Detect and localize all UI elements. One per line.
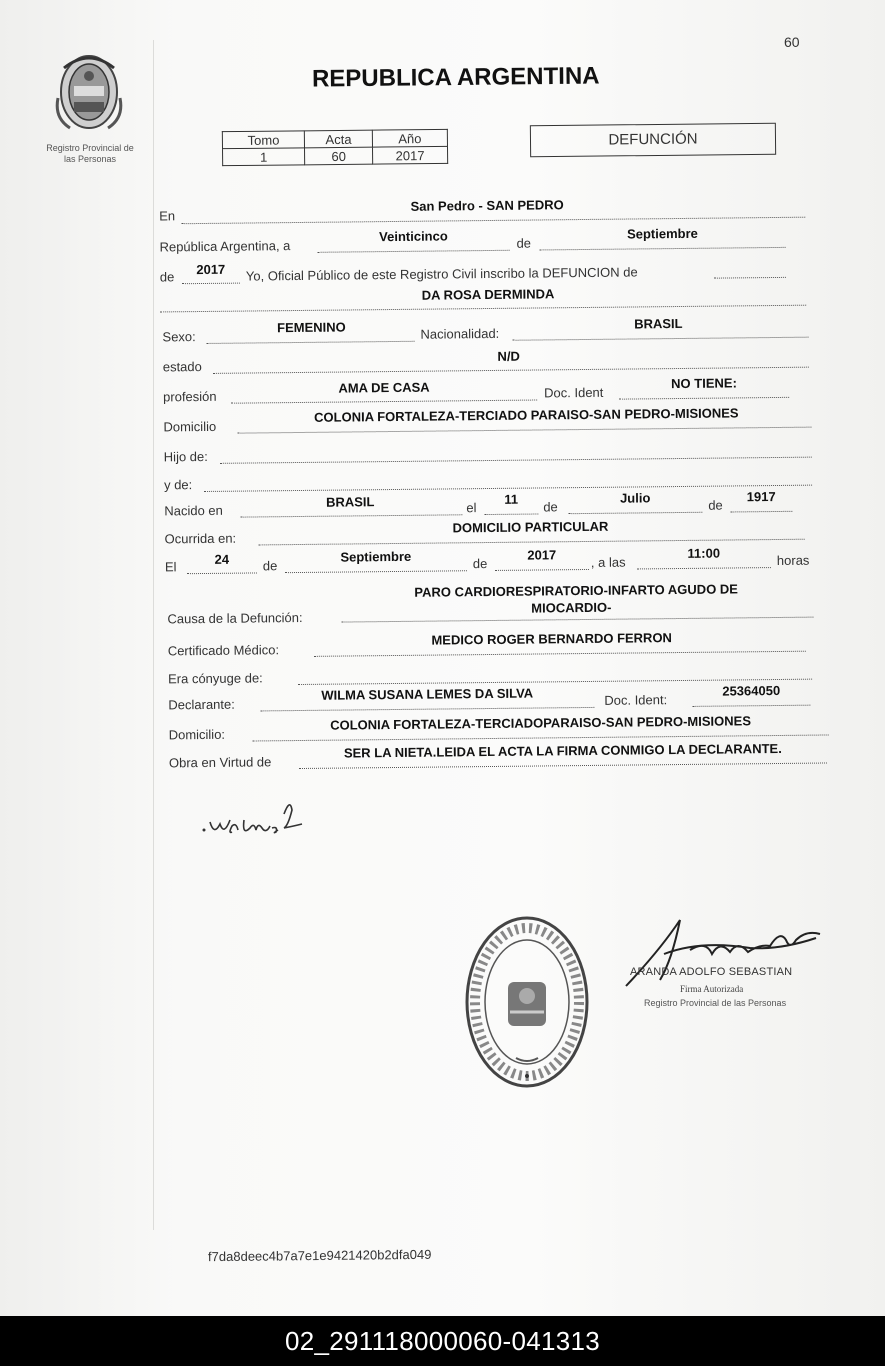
label-en: En: [159, 208, 176, 224]
field-line-cause: [341, 617, 813, 623]
value-death-month: Septiembre: [340, 548, 412, 565]
footer-bar: [0, 1316, 885, 1366]
value-deceased-name: DA ROSA DERMINDA: [421, 286, 555, 303]
value-declarant-address: COLONIA FORTALEZA-TERCIADOPARAISO-SAN PEDRO-MISIONES: [330, 713, 752, 733]
label-horas: horas: [776, 552, 810, 569]
value-place: San Pedro - SAN PEDRO: [410, 197, 564, 214]
label-intro: Yo, Oficial Público de este Registro Civil inscribo la DEFUNCION de: [245, 264, 638, 284]
field-line-year: [182, 283, 240, 285]
table-header-tomo: Tomo: [222, 131, 304, 149]
field-line-intro-end: [714, 277, 786, 279]
official-name: ARANDA ADOLFO SEBASTIAN: [630, 966, 793, 978]
table-header-ano: Año: [372, 129, 447, 147]
field-line-birth-month: [568, 512, 702, 514]
label-a-las: , a las: [590, 554, 626, 570]
field-line-id-doc: [619, 397, 789, 400]
label-obra: Obra en Virtud de: [168, 754, 272, 771]
field-line-declarant: [260, 707, 594, 711]
registry-caption-line1: Registro Provincial de: [46, 143, 134, 153]
label-estado: estado: [162, 359, 202, 375]
official-office: Registro Provincial de las Personas: [644, 998, 787, 1008]
value-year: 2017: [196, 261, 226, 278]
field-line-profession: [231, 400, 537, 404]
field-line-deceased-name: [160, 305, 806, 313]
label-de-death-1: de: [262, 558, 278, 574]
label-domicilio: Domicilio: [163, 418, 217, 435]
record-type-box: DEFUNCIÓN: [530, 123, 776, 158]
label-conyuge: Era cónyuge de:: [167, 670, 263, 687]
label-doc-ident: Doc. Ident: [544, 384, 604, 401]
field-line-death-month: [285, 570, 467, 573]
declarant-signature-icon: [198, 796, 308, 842]
label-de-birth-1: de: [543, 499, 558, 515]
label-el-cap: El: [164, 559, 177, 575]
value-cause-line2: MIOCARDIO-: [531, 599, 612, 616]
label-certificado: Certificado Médico:: [167, 642, 280, 659]
value-id-doc: NO TIENE:: [671, 375, 737, 392]
label-republica: República Argentina, a: [159, 238, 291, 255]
field-line-declarant-id: [692, 705, 810, 707]
field-line-death-time: [637, 567, 771, 569]
field-line-birth-place: [240, 514, 462, 517]
label-hijo-de: Hijo de:: [163, 448, 208, 465]
label-profesion: profesión: [163, 388, 217, 405]
value-by-virtue: SER LA NIETA.LEIDA EL ACTA LA FIRMA CONMIGO LA DECLARANTE.: [343, 740, 782, 761]
value-cause-line1: PARO CARDIORESPIRATORIO-INFARTO AGUDO DE: [414, 581, 739, 600]
field-line-death-year: [495, 569, 589, 571]
label-causa: Causa de la Defunción:: [167, 609, 303, 627]
label-nacionalidad: Nacionalidad:: [420, 325, 500, 342]
value-birth-place: BRASIL: [325, 494, 375, 510]
field-line-death-day: [187, 572, 257, 574]
label-de-1: de: [516, 235, 532, 251]
table-value-ano: 2017: [372, 146, 447, 164]
label-el: el: [466, 500, 477, 516]
label-de-death-2: de: [472, 556, 488, 572]
label-ocurrida-en: Ocurrida en:: [164, 530, 237, 547]
page-title: REPUBLICA ARGENTINA: [311, 62, 600, 93]
field-line-place: [181, 217, 805, 225]
field-line-by-virtue: [299, 762, 827, 769]
field-line-month: [540, 247, 786, 251]
value-declarant: WILMA SUSANA LEMES DA SILVA: [321, 685, 534, 703]
value-birth-day: 11: [504, 491, 519, 507]
official-signature-icon: [620, 910, 830, 990]
value-and-of: [240, 465, 740, 470]
field-line-medical-certificate: [314, 651, 806, 657]
field-line-address: [237, 427, 811, 434]
field-line-birth-year: [730, 511, 792, 513]
label-de-birth-2: de: [708, 497, 723, 513]
label-y-de: y de:: [163, 477, 193, 493]
table-value-tomo: 1: [223, 148, 305, 166]
document-hash: f7da8deec4b7a7e1e9421420b2dfa049: [207, 1246, 432, 1265]
official-title: Firma Autorizada: [680, 984, 744, 994]
field-line-nationality: [513, 337, 809, 341]
field-line-birth-day: [484, 513, 538, 515]
value-medical-certificate: MEDICO ROGER BERNARDO FERRON: [431, 630, 672, 648]
value-spouse: [322, 659, 782, 664]
label-domicilio-2: Domicilio:: [168, 726, 226, 743]
value-death-day: 24: [214, 551, 230, 567]
label-doc-ident-2: Doc. Ident:: [604, 692, 668, 708]
value-address: COLONIA FORTALEZA-TERCIADO PARAISO-SAN PEDRO-MISIONES: [314, 405, 739, 425]
value-death-location: DOMICILIO PARTICULAR: [452, 518, 609, 536]
table-value-acta: 60: [305, 147, 373, 165]
value-death-time: 11:00: [687, 545, 721, 561]
value-birth-year: 1917: [746, 489, 776, 505]
label-sexo: Sexo:: [162, 329, 196, 345]
label-nacido-en: Nacido en: [164, 502, 223, 519]
field-line-sex: [207, 341, 415, 344]
field-line-son-of: [220, 457, 812, 464]
page-number: 60: [784, 34, 800, 50]
value-nationality: BRASIL: [634, 315, 683, 332]
field-line-day: [318, 250, 510, 253]
field-line-marital-status: [213, 367, 809, 374]
value-profession: AMA DE CASA: [338, 379, 430, 396]
value-son-of: [240, 437, 740, 442]
value-sex: FEMENINO: [277, 319, 346, 336]
official-seal-icon: [456, 912, 598, 1092]
label-declarante: Declarante:: [168, 696, 235, 713]
value-marital-status: N/D: [497, 348, 520, 364]
table-header-acta: Acta: [305, 130, 373, 148]
value-declarant-id: 25364050: [722, 682, 781, 699]
field-line-death-location: [259, 539, 805, 546]
footer-document-id: 02_291118000060-041313: [284, 1326, 601, 1356]
value-birth-month: Julio: [619, 490, 651, 506]
value-death-year: 2017: [527, 547, 557, 563]
label-de-2: de: [159, 269, 175, 285]
registry-caption-line2: las Personas: [63, 154, 117, 164]
value-month: Septiembre: [626, 225, 698, 242]
value-day-words: Veinticinco: [379, 228, 448, 245]
